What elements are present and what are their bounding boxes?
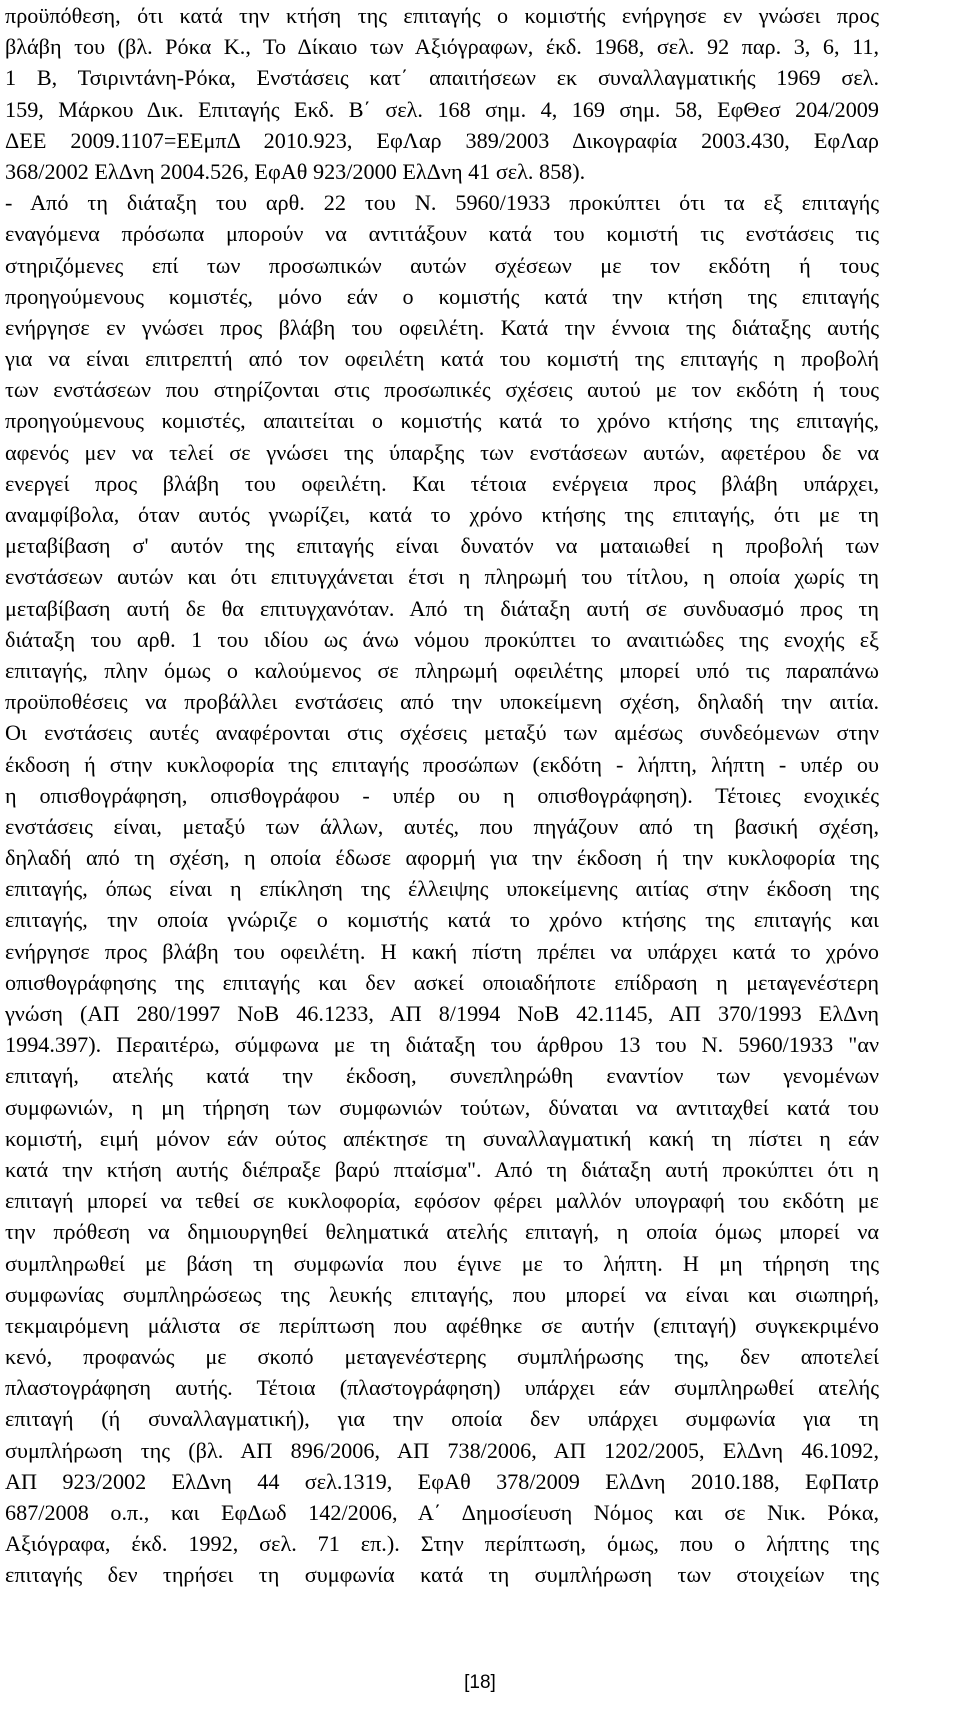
text-line: συμπληρωθεί με βάση τη συμφωνία που έγινε με το λήπτη. Η μη τήρηση της	[5, 1250, 879, 1276]
text-line: μεταβίβαση αυτή δε θα επιτυγχανόταν. Από τη διάταξη αυτή σε συνδυασμό προς τη	[5, 595, 879, 621]
text-line: για να είναι επιτρεπτή από τον οφειλέτη κατά του κομιστή της επιταγής η προβολή	[5, 346, 879, 372]
text-line: ενήργησε προς βλάβη του οφειλέτη. Η κακή πίστη πρέπει να υπάρχει κατά το χρόνο	[5, 938, 879, 964]
text-line: έκδοση ή στην κυκλοφορία της επιταγής προσώπων (εκδότη - λήπτη, λήπτη - υπέρ ου	[5, 751, 879, 777]
text-line: δηλαδή από τη σχέση, η οποία έδωσε αφορμή για την έκδοση ή την κυκλοφορία της	[5, 845, 879, 871]
text-line: ενστάσεων αυτών και ότι επιτυγχάνεται έτσι η πληρωμή του τίτλου, η οποία χωρίς τη	[5, 564, 879, 590]
text-line: στηριζόμενες επί των προσωπικών αυτών σχέσεων με τον εκδότη ή τους	[5, 252, 879, 278]
text-line: - Από τη διάταξη του αρθ. 22 του Ν. 5960/1933 προκύπτει ότι τα εξ επιταγής	[5, 190, 879, 216]
text-line: 368/2002 ΕλΔνη 2004.526, ΕφΑθ 923/2000 ΕλΔνη 41 σελ. 858).	[5, 158, 586, 184]
text-line: εναγόμενα πρόσωπα μπορούν να αντιτάξουν κατά του κομιστή τις ενστάσεις τις	[5, 221, 879, 247]
text-line: των ενστάσεων που στηρίζονται στις προσωπικές σχέσεις αυτού με τον εκδότη ή τους	[5, 377, 879, 403]
text-line: ενεργεί προς βλάβη του οφειλέτη. Και τέτοια ενέργεια προς βλάβη υπάρχει,	[5, 470, 879, 496]
text-line: επιταγής, πλην όμως ο καλούμενος σε πληρωμή οφειλέτης μπορεί υπό τις παραπάνω	[5, 657, 879, 683]
text-line: Οι ενστάσεις αυτές αναφέρονται στις σχέσεις μεταξύ των αμέσως συνδεόμενων στην	[5, 720, 879, 746]
text-line: επιταγή, ατελής κατά την έκδοση, συνεπληρώθη εναντίον των γενομένων	[5, 1063, 879, 1089]
text-line: μεταβίβαση σ' αυτόν της επιταγής είναι δυνατόν να ματαιωθεί η προβολή των	[5, 533, 879, 559]
text-line: κενό, προφανώς με σκοπό μεταγενέστερης συμπλήρωσης της, δεν αποτελεί	[5, 1344, 879, 1370]
text-line: επιταγής, όπως είναι η επίκληση της έλλειψης υποκείμενης αιτίας στην έκδοση της	[5, 876, 879, 902]
text-line: οπισθογράφησης της επιταγής και δεν ασκεί οποιαδήποτε επίδραση η μεταγενέστερη	[5, 969, 879, 995]
text-line: Αξιόγραφα, έκδ. 1992, σελ. 71 επ.). Στην περίπτωση, όμως, που ο λήπτης της	[5, 1531, 879, 1557]
text-line: συμφωνιών, η μη τήρηση των συμφωνιών τούτων, δύναται να αντιταχθεί κατά του	[5, 1094, 879, 1120]
text-line: κατά την κτήση αυτής διέπραξε βαρύ πταίσμα". Από τη διάταξη αυτή προκύπτει ότι η	[5, 1156, 879, 1182]
text-line: συμπλήρωση της (βλ. ΑΠ 896/2006, ΑΠ 738/2006, ΑΠ 1202/2005, ΕλΔνη 46.1092,	[5, 1437, 879, 1463]
text-line: γνώση (ΑΠ 280/1997 ΝοΒ 46.1233, ΑΠ 8/1994 ΝοΒ 42.1145, ΑΠ 370/1993 ΕλΔνη	[5, 1001, 879, 1026]
text-line: προϋποθέσεις να προβάλλει ενστάσεις από την υποκείμενη σχέση, δηλαδή την αιτία.	[5, 689, 879, 715]
text-line: 1994.397). Περαιτέρω, σύμφωνα με τη διάταξη του άρθρου 13 του Ν. 5960/1933 "αν	[5, 1032, 879, 1058]
text-line: αφενός μεν να τελεί σε γνώσει της ύπαρξης των ενστάσεων αυτών, αφετέρου δε να	[5, 439, 879, 465]
text-line: ΔΕΕ 2009.1107=ΕΕμπΔ 2010.923, ΕφΛαρ 389/2003 Δικογραφία 2003.430, ΕφΛαρ	[5, 127, 879, 153]
text-line: 687/2008 ο.π., και ΕφΔωδ 142/2006, Α΄ Δημοσίευση Νόμος και σε Νικ. Ρόκα,	[5, 1500, 879, 1525]
text-line: επιταγής, την οποία γνώριζε ο κομιστής κατά το χρόνο κτήσης της επιταγής και	[5, 907, 879, 933]
page-number: [18]	[464, 1672, 496, 1693]
text-line: η οπισθογράφηση, οπισθογράφου - υπέρ ου η οπισθογράφηση). Τέτοιες ενοχικές	[5, 782, 879, 808]
text-line: 1 Β, Τσιριντάνη-Ρόκα, Ενστάσεις κατ΄ απαιτήσεων εκ συναλλαγματικής 1969 σελ.	[5, 65, 879, 91]
text-line: ενήργησε εν γνώσει προς βλάβη του οφειλέτη. Κατά την έννοια της διάταξης αυτής	[5, 314, 879, 340]
text-line: πλαστογράφηση αυτής. Τέτοια (πλαστογράφηση) υπάρχει εάν συμπληρωθεί ατελής	[5, 1375, 879, 1401]
text-line: επιταγή μπορεί να τεθεί σε κυκλοφορία, εφόσον φέρει μαλλόν υπογραφή του εκδότη με	[5, 1188, 879, 1214]
text-line: ενστάσεις είναι, μεταξύ των άλλων, αυτές, που πηγάζουν από τη βασική σχέση,	[5, 813, 879, 839]
text-line: 159, Μάρκου Δικ. Επιταγής Εκδ. Β΄ σελ. 168 σημ. 4, 169 σημ. 58, ΕφΘεσ 204/2009	[5, 96, 879, 122]
text-line: διάταξη του αρθ. 1 του ιδίου ως άνω νόμου προκύπτει το αναιτιώδες της ενοχής εξ	[5, 626, 879, 652]
text-line: τεκμαιρόμενη μάλιστα σε περίπτωση που αφέθηκε σε αυτήν (επιταγή) συγκεκριμένο	[5, 1312, 879, 1338]
text-line: προηγούμενους κομιστές, μόνο εάν ο κομιστής κατά την κτήση της επιταγής	[5, 283, 879, 309]
text-line: προϋπόθεση, ότι κατά την κτήση της επιταγής ο κομιστής ενήργησε εν γνώσει προς	[5, 3, 879, 28]
text-line: επιταγής δεν τηρήσει τη συμφωνία κατά τη συμπλήρωση των στοιχείων της	[5, 1562, 879, 1588]
text-line: κομιστή, ειμή μόνον εάν ούτος απέκτησε τη συναλλαγματική κακή τη πίστει η εάν	[5, 1125, 879, 1151]
text-line: συμφωνίας συμπληρώσεως της λευκής επιταγής, που μπορεί να είναι και σιωπηρή,	[5, 1281, 879, 1307]
text-line: ΑΠ 923/2002 ΕλΔνη 44 σελ.1319, ΕφΑθ 378/2009 ΕλΔνη 2010.188, ΕφΠατρ	[5, 1468, 879, 1494]
body-text	[5, 0, 879, 1591]
text-line: την πρόθεση να δημιουργηθεί θεληματικά ατελής επιταγή, η οποία όμως μπορεί να	[5, 1219, 879, 1245]
text-line: προηγούμενους κομιστές, απαιτείται ο κομιστής κατά το χρόνο κτήσης της επιταγής,	[5, 408, 879, 434]
text-line: βλάβη του (βλ. Ρόκα Κ., Το Δίκαιο των Αξιόγραφων, έκδ. 1968, σελ. 92 παρ. 3, 6, 11,	[5, 34, 879, 60]
text-line: επιταγή (ή συναλλαγματική), για την οποία δεν υπάρχει συμφωνία για τη	[5, 1406, 879, 1432]
text-line: αναμφίβολα, όταν αυτός γνωρίζει, κατά το χρόνο κτήσης της επιταγής, ότι με τη	[5, 502, 879, 527]
